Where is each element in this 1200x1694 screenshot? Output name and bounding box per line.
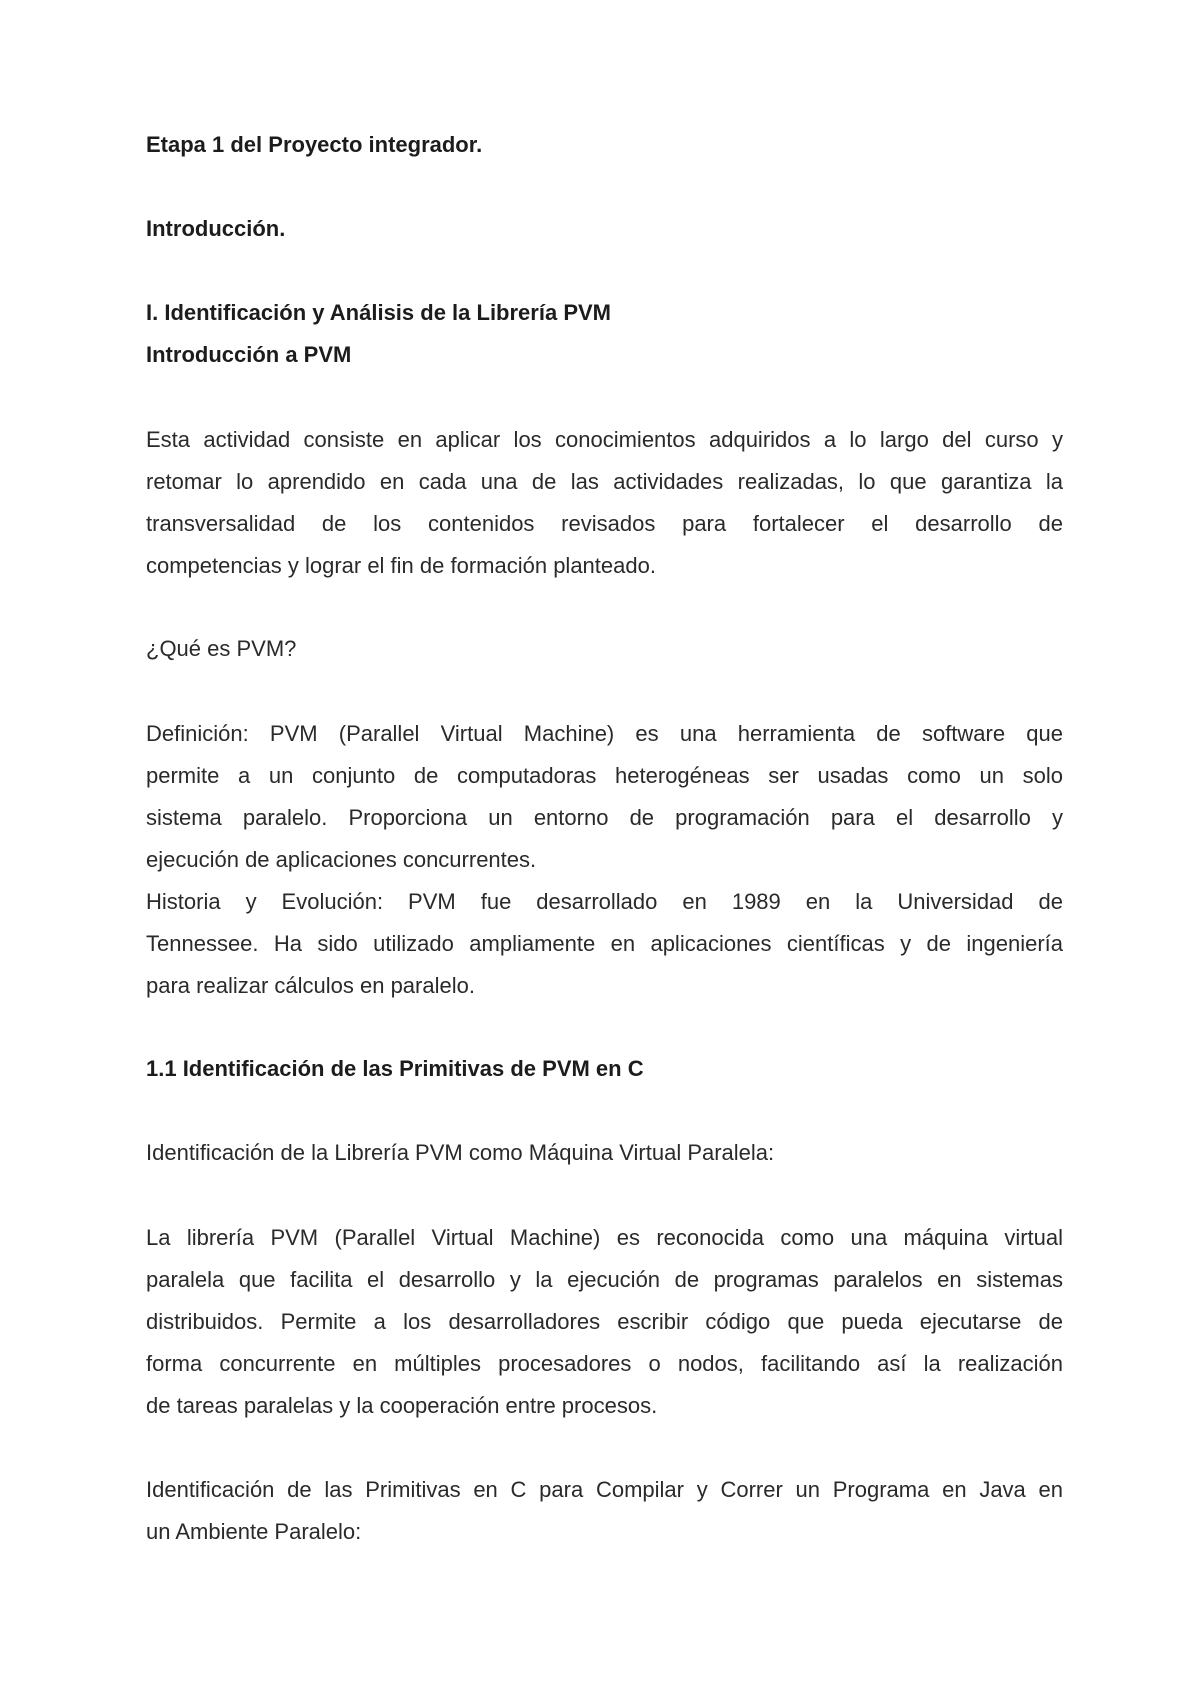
document-title: Etapa 1 del Proyecto integrador. bbox=[146, 132, 483, 157]
paragraph-line: forma concurrente en múltiples procesadores o nodos, facilitando así la realización bbox=[146, 1351, 1063, 1376]
paragraph-line: Identificación de las Primitivas en C para Compilar y Correr un Programa en Java en bbox=[146, 1477, 1063, 1502]
paragraph-line: Historia y Evolución: PVM fue desarrollado en 1989 en la Universidad de bbox=[146, 889, 1063, 914]
definition-paragraph bbox=[146, 713, 1063, 881]
section-1-heading: I. Identificación y Análisis de la Librería PVM bbox=[146, 300, 611, 325]
paragraph-line: Tennessee. Ha sido utilizado ampliamente en aplicaciones científicas y de ingeniería bbox=[146, 931, 1063, 956]
paragraph-line: La librería PVM (Parallel Virtual Machine) es reconocida como una máquina virtual bbox=[146, 1225, 1063, 1250]
paragraph-line: de tareas paralelas y la cooperación entre procesos. bbox=[146, 1393, 658, 1418]
paragraph-line: sistema paralelo. Proporciona un entorno de programación para el desarrollo y bbox=[146, 805, 1063, 830]
paragraph-line: distribuidos. Permite a los desarrolladores escribir código que pueda ejecutarse de bbox=[146, 1309, 1063, 1334]
paragraph-line: competencias y lograr el fin de formación planteado. bbox=[146, 553, 656, 578]
paragraph-line: transversalidad de los contenidos revisados para fortalecer el desarrollo de bbox=[146, 511, 1063, 536]
paragraph-line: retomar lo aprendido en cada una de las actividades realizadas, lo que garantiza la bbox=[146, 469, 1063, 494]
paragraph-line: Definición: PVM (Parallel Virtual Machine) es una herramienta de software que bbox=[146, 721, 1063, 746]
paragraph-line: para realizar cálculos en paralelo. bbox=[146, 973, 475, 998]
paragraph-line: ejecución de aplicaciones concurrentes. bbox=[146, 847, 537, 872]
primitives-label bbox=[146, 1469, 1063, 1553]
pvm-library-paragraph bbox=[146, 1217, 1063, 1427]
paragraph-line: paralela que facilita el desarrollo y la ejecución de programas paralelos en sistemas bbox=[146, 1267, 1063, 1292]
activity-paragraph bbox=[146, 419, 1063, 587]
paragraph-line: un Ambiente Paralelo: bbox=[146, 1519, 362, 1544]
question-line: ¿Qué es PVM? bbox=[146, 636, 297, 661]
pvm-identification-label: Identificación de la Librería PVM como Máquina Virtual Paralela: bbox=[146, 1140, 775, 1165]
paragraph-line: Esta actividad consiste en aplicar los conocimientos adquiridos a lo largo del curso y bbox=[146, 427, 1063, 452]
intro-heading: Introducción. bbox=[146, 216, 286, 241]
section-1-1-heading: 1.1 Identificación de las Primitivas de PVM en C bbox=[146, 1056, 644, 1081]
paragraph-line: permite a un conjunto de computadoras heterogéneas ser usadas como un solo bbox=[146, 763, 1063, 788]
history-paragraph bbox=[146, 881, 1063, 1007]
section-1-subheading: Introducción a PVM bbox=[146, 342, 352, 367]
